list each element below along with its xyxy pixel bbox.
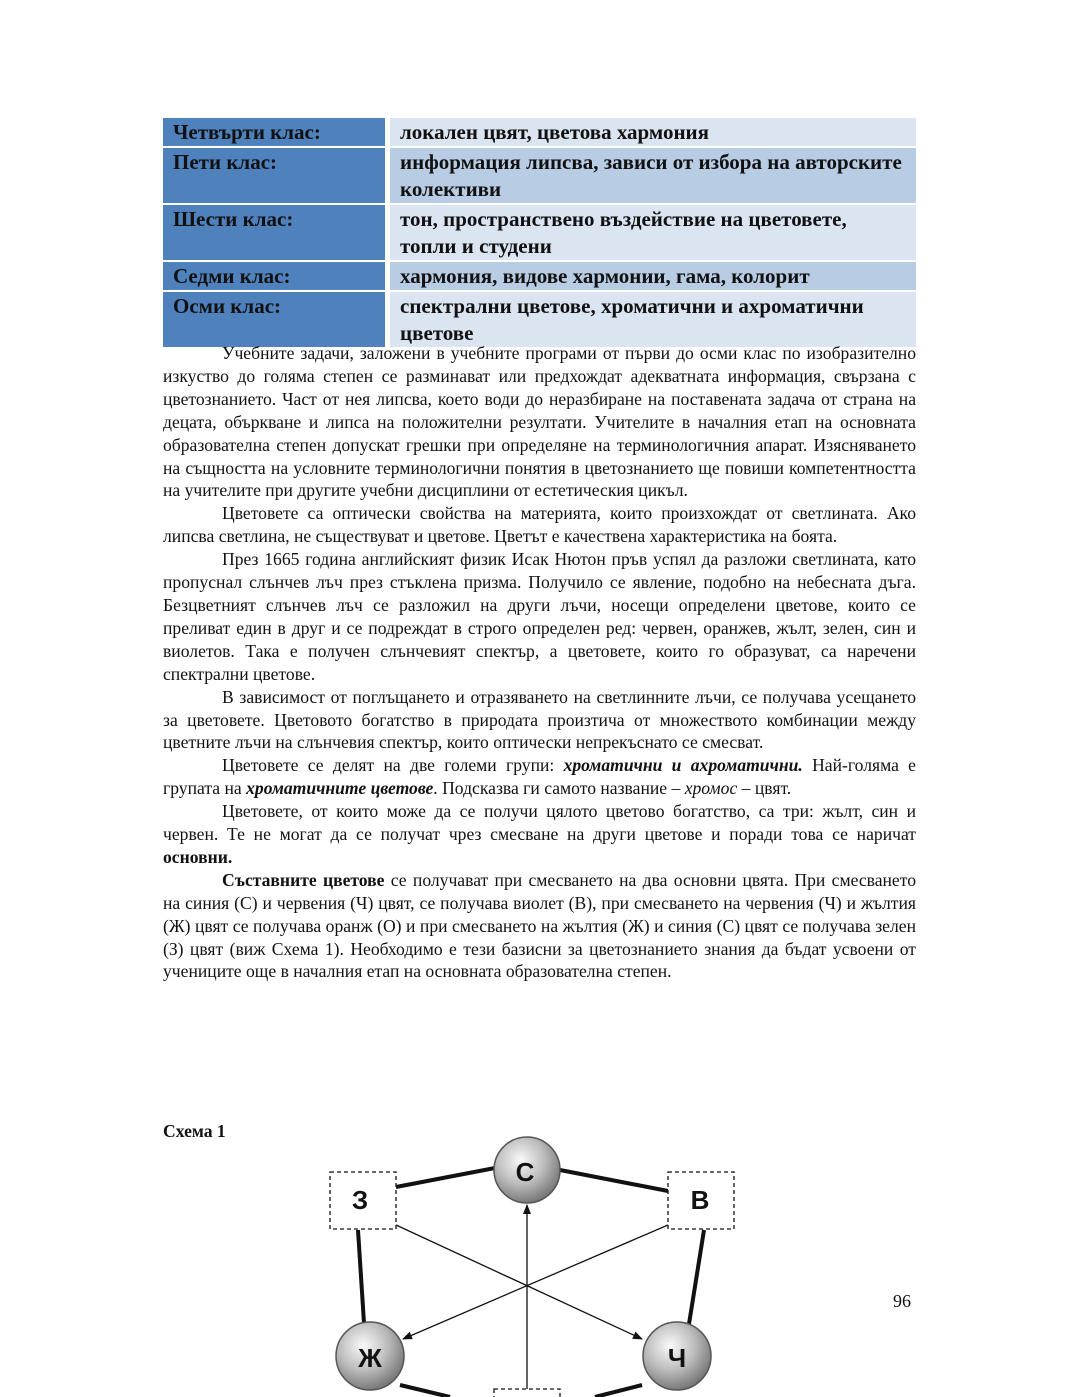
emphasis: хроматични и ахроматични.	[563, 755, 803, 776]
node-letter: Ж	[358, 1343, 382, 1373]
connector-line	[400, 1385, 450, 1397]
mixing-arrows	[396, 1205, 668, 1397]
orange-box	[494, 1389, 560, 1397]
node-blue	[494, 1137, 560, 1203]
text-run: Цветовете, от които може да се получи цялото цветово богатство, са три: жълт, син и червен. Те не могат да се получат чрез смесване на други цветове и поради това се наричат	[163, 801, 916, 845]
node-red	[643, 1322, 711, 1390]
emphasis: хромос	[684, 778, 738, 799]
connector-line	[560, 1170, 668, 1191]
arrow-line	[396, 1225, 642, 1339]
paragraph: През 1665 година английският физик Исак Нютон пръв успял да разложи светлината, като пропуснал слънчев лъч през стъклена призма. Получило се явление, подобно на небесната дъга. Безцветният слънчев лъч се разложил на други лъчи, носещи определени цветове, които се преливат един в друг и се подреждат в строго определен ред: червен, оранжев, жълт, зелен, син и виолетов. Така е получен слънчевият спектър, а цветовете, които го образуват, са наречени спектрални цветове.	[163, 549, 916, 684]
node-letter: Ч	[667, 1343, 687, 1373]
node-green	[330, 1172, 396, 1229]
node-letter: В	[690, 1185, 710, 1215]
grade-topics: локален цвят, цветова хармония	[390, 118, 916, 146]
connector-line	[358, 1230, 364, 1323]
grade-label: Шести клас:	[163, 203, 390, 260]
node-letter: З	[351, 1185, 369, 1215]
grade-topics: информация липсва, зависи от избора на авторските колективи	[390, 146, 916, 203]
paragraph: Учебните задачи, заложени в учебните програми от първи до осми клас по изобразително изкуство до голяма степен се разминават или предхождат адекватната информация, свързана с цветознанието. Част от нея липсва, което води до неразбиране на поставената задача от страна на децата, объркване и липса на положителни резултати. Учителите в началния етап на основната образователна степен допускат грешки при определяне на терминологичния апарат. Изясняването на същността на условните терминологични понятия в цветознанието ще повиши компетентността на учителите при другите учебни дисциплини от естетическия цикъл.	[163, 343, 916, 501]
grade-label: Седми клас:	[163, 260, 390, 290]
node-violet	[668, 1172, 734, 1229]
emphasis: основни.	[163, 846, 233, 867]
grade-topics: тон, пространствено въздействие на цветовете, топли и студени	[390, 203, 916, 260]
connector-line	[396, 1168, 495, 1187]
schema-title: Схема 1	[163, 1121, 226, 1141]
grade-topics: хармония, видове хармонии, гама, колорит	[390, 260, 916, 290]
text-run: се получават при смесването на два основни цвята. При смесването на синия (С) и червения (Ч) цвят, се получава виолет (В), при смесването на червения (Ч) и жълтия (Ж) цвят се получава оранж (О) и при смесването на жълтия (Ж) и синия (С) цвят се получава зелен (З) цвят (виж Схема 1). Необходимо е тези базисни за цветознанието знания да бъдат усвоени от учениците още в началния етап на основната образователна степен.	[163, 869, 916, 982]
grade-label: Пети клас:	[163, 146, 390, 203]
node-yellow	[336, 1322, 404, 1390]
connector-line	[689, 1230, 704, 1324]
text-run: – цвят.	[737, 778, 792, 799]
emphasis: Съставните цветове	[222, 869, 385, 890]
connector-line	[595, 1385, 642, 1397]
text-run: . Подсказва ги самото название –	[433, 778, 685, 799]
grade-topics: спектрални цветове, хроматични и ахроматични цветове	[390, 290, 916, 347]
page-number: 96	[893, 1291, 911, 1311]
text-run: Най-голяма е групата на	[163, 755, 916, 799]
grade-label: Четвърти клас:	[163, 118, 390, 146]
emphasis: хроматичните цветове	[246, 778, 434, 799]
node-letter: С	[515, 1157, 535, 1187]
paragraph: В зависимост от поглъщането и отразяването на светлинните лъчи, се получава усещането за цветовете. Цветовото богатство в природата произтича от множеството комбинации между цветните лъчи на слънчевия спектър, които оптически непрекъснато се смесват.	[163, 686, 916, 753]
grade-label: Осми клас:	[163, 290, 390, 347]
paragraph: Цветовете са оптически свойства на материята, които произхождат от светлината. Ако липсва светлина, не съществуват и цветове. Цветът е качествена характеристика на боята.	[163, 503, 916, 547]
arrow-line	[403, 1225, 668, 1339]
text-run: Цветовете се делят на две големи групи:	[222, 755, 564, 776]
